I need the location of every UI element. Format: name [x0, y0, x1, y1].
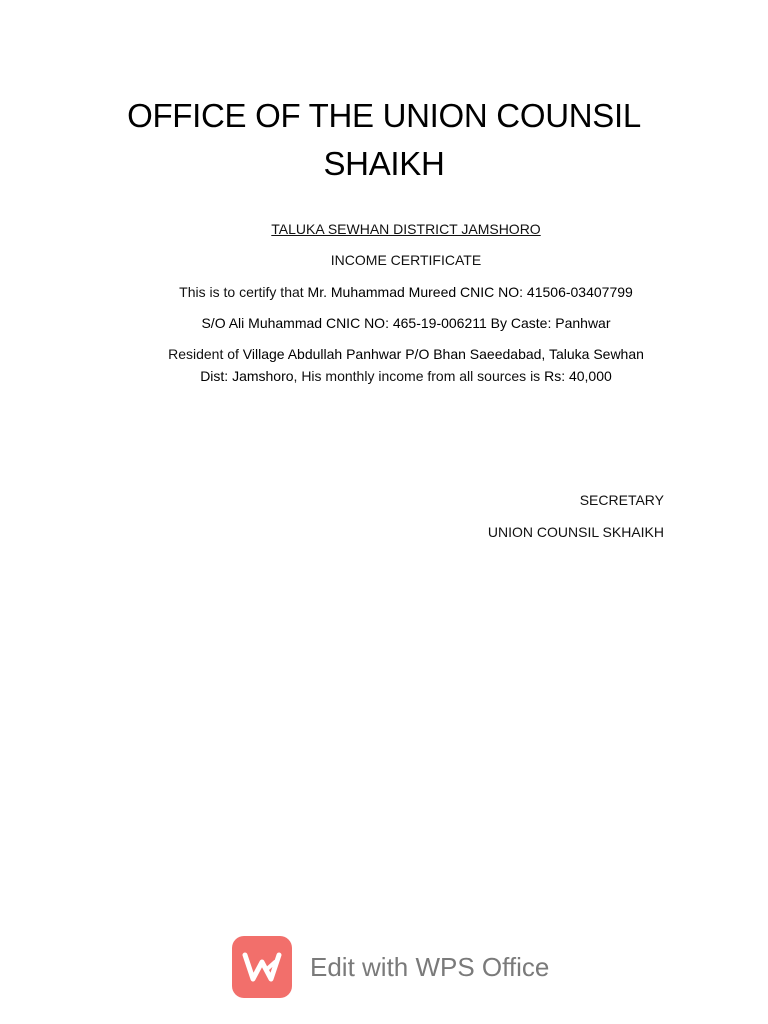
- resident-prefix: Resident of: [168, 346, 243, 362]
- income-text: , His monthly income from all sources is: [293, 368, 545, 384]
- signature-role: SECRETARY: [579, 492, 664, 508]
- income-line: [0, 365, 768, 387]
- wps-logo-icon: [232, 936, 292, 998]
- resident-line: [0, 343, 768, 365]
- wps-edit-label: Edit with WPS Office: [310, 951, 550, 982]
- district: Dist: Jamshoro: [200, 368, 294, 384]
- income-amount: Rs: 40,000: [544, 368, 612, 384]
- title-line-1: OFFICE OF THE UNION COUNSIL: [127, 97, 641, 134]
- certificate-heading: INCOME CERTIFICATE: [330, 252, 482, 268]
- applicant-name: Mr. Muhammad Mureed CNIC NO: 41506-03407799: [307, 284, 633, 300]
- title-line-2: SHAIKH: [323, 145, 445, 182]
- location-line: TALUKA SEWHAN DISTRICT JAMSHORO: [271, 221, 541, 237]
- address: Village Abdullah Panhwar P/O Bhan Saeedabad, Taluka Sewhan: [242, 346, 644, 362]
- certify-prefix: This is to certify that: [179, 284, 308, 300]
- certify-line: [0, 281, 768, 303]
- signature-office: UNION COUNSIL SKHAIKH: [487, 524, 664, 540]
- wps-watermark[interactable]: [232, 936, 549, 998]
- page-title: [0, 92, 768, 188]
- parent-caste-line: S/O Ali Muhammad CNIC NO: 465-19-006211 By Caste: Panhwar: [201, 315, 611, 331]
